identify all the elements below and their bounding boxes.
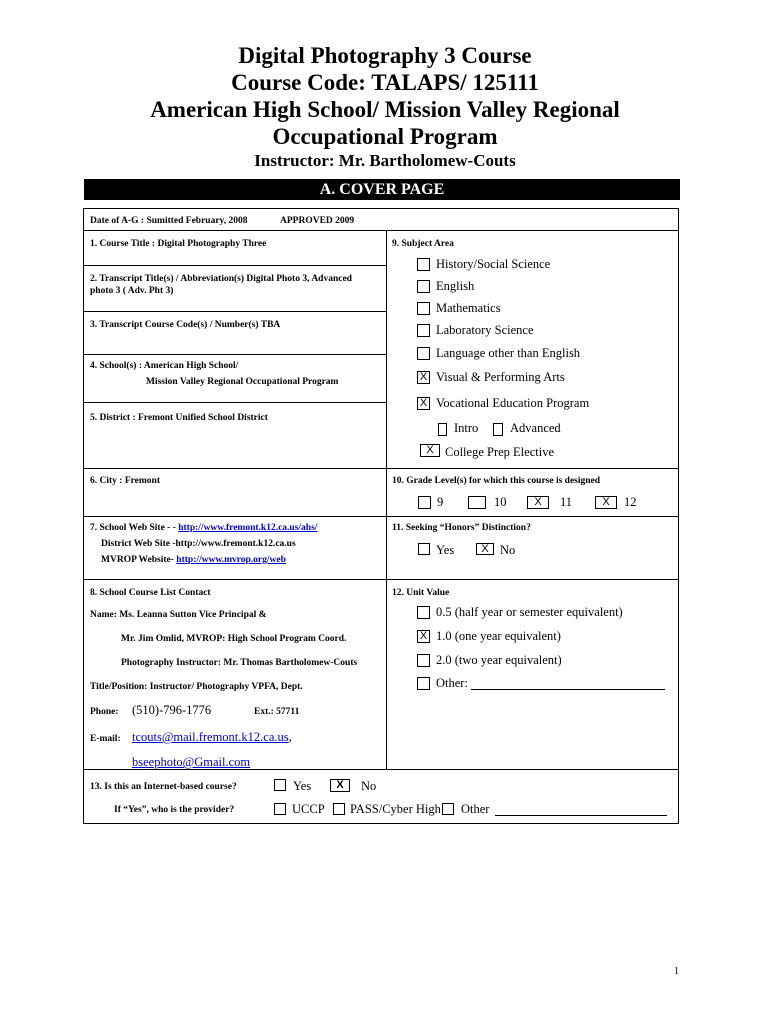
unit-checkbox[interactable]: [417, 654, 430, 667]
unit-checkbox[interactable]: [417, 677, 430, 690]
email-primary: [132, 730, 292, 745]
row-divider: [84, 579, 678, 580]
unit-checkbox[interactable]: X: [417, 630, 430, 643]
intro-checkbox[interactable]: [438, 423, 447, 436]
honors-no-label: No: [500, 543, 516, 557]
provider-uccp-checkbox[interactable]: [274, 803, 286, 815]
row-divider: [84, 230, 678, 231]
row-divider: [84, 516, 678, 517]
row-divider: [84, 354, 386, 355]
column-divider: [386, 230, 387, 769]
page-number: 1: [674, 966, 679, 977]
schools-line-1: 4. School(s) : American High School/: [90, 361, 239, 371]
subject-area-header: 9. Subject Area: [392, 239, 454, 249]
subject-checkbox[interactable]: X: [417, 397, 430, 410]
college-prep-label: College Prep Elective: [445, 445, 554, 459]
subject-label: Visual & Performing Arts: [436, 370, 565, 384]
honors-header: 11. Seeking “Honors” Distinction?: [392, 523, 531, 533]
subject-label: Vocational Education Program: [436, 396, 590, 410]
subject-checkbox[interactable]: [417, 280, 430, 293]
email-label: E-mail:: [90, 734, 121, 744]
unit-label: 2.0 (two year equivalent): [436, 653, 562, 667]
school-web-link[interactable]: http://www.fremont.k12.ca.us/ahs/: [178, 523, 318, 533]
grade-label: 9: [437, 495, 444, 509]
subject-checkbox[interactable]: [417, 258, 430, 271]
other-unit-fill-line[interactable]: [471, 689, 665, 690]
subject-label: Language other than English: [436, 346, 581, 360]
cover-page-banner: A. COVER PAGE: [84, 179, 680, 200]
honors-no-checkbox[interactable]: X: [476, 543, 494, 555]
subject-checkbox[interactable]: [417, 324, 430, 337]
unit-label: Other:: [436, 676, 468, 690]
email-primary-link[interactable]: tcouts@mail.fremont.k12.ca.us: [132, 730, 289, 744]
subject-checkbox[interactable]: X: [417, 371, 430, 384]
unit-value-header: 12. Unit Value: [392, 588, 450, 598]
honors-yes-label: Yes: [436, 543, 455, 557]
grade-checkbox[interactable]: [468, 496, 486, 509]
unit-label: 1.0 (one year equivalent): [436, 629, 561, 643]
contact-line-3: Photography Instructor: Mr. Thomas Bartholomew-Couts: [121, 658, 358, 668]
provider-pass-checkbox[interactable]: [333, 803, 345, 815]
grade-level-header: 10. Grade Level(s) for which this course is designed: [392, 476, 601, 486]
district-web-site: District Web Site -http://www.fremont.k12.ca.us: [101, 539, 296, 549]
subject-label: Mathematics: [436, 301, 501, 315]
internet-yes-label: Yes: [293, 779, 312, 793]
row-divider: [84, 311, 386, 312]
email-primary-suffix: ,: [288, 730, 292, 744]
grade-label: 11: [560, 495, 573, 509]
mvrop-web-site: [101, 554, 286, 566]
district: 5. District : Fremont Unified School District: [90, 413, 268, 423]
date-submitted: Date of A-G : Sumitted February, 2008: [90, 216, 248, 226]
unit-checkbox[interactable]: [417, 606, 430, 619]
phone-number: (510)-796-1776: [132, 703, 212, 717]
date-approved: APPROVED 2009: [280, 216, 355, 226]
email-secondary-link[interactable]: bseephoto@Gmail.com: [132, 755, 251, 769]
intro-label: Intro: [454, 421, 479, 435]
contact-line-2: Mr. Jim Omlid, MVROP: High School Program Coord.: [121, 634, 347, 644]
internet-no-checkbox[interactable]: X: [330, 779, 350, 792]
row-divider: [84, 468, 678, 469]
doc-title-line-1: Digital Photography 3 Course: [238, 43, 532, 68]
school-web-label: 7. School Web Site - -: [90, 523, 179, 533]
city: 6. City : Fremont: [90, 476, 161, 486]
contact-header: 8. School Course List Contact: [90, 588, 211, 598]
subject-label: English: [436, 279, 475, 293]
provider-question: If “Yes”, who is the provider?: [114, 805, 235, 815]
internet-question: 13. Is this an Internet-based course?: [90, 782, 237, 792]
advanced-label: Advanced: [510, 421, 561, 435]
advanced-checkbox[interactable]: [493, 423, 503, 436]
subject-checkbox[interactable]: [417, 347, 430, 360]
internet-no-label: No: [361, 779, 377, 793]
title-position: Title/Position: Instructor/ Photography VPFA, Dept.: [90, 682, 303, 692]
phone-extension: Ext.: 57711: [254, 707, 300, 717]
mvrop-web-link[interactable]: http://www.mvrop.org/web: [176, 555, 286, 565]
phone-label: Phone:: [90, 707, 119, 717]
provider-other-label: Other: [461, 802, 490, 816]
subject-label: Laboratory Science: [436, 323, 534, 337]
transcript-title-line-2: photo 3 ( Adv. Pht 3): [90, 286, 174, 296]
doc-title-line-2: Course Code: TALAPS/ 125111: [231, 70, 539, 95]
subject-label: History/Social Science: [436, 257, 551, 271]
transcript-course-code: 3. Transcript Course Code(s) / Number(s) TBA: [90, 320, 281, 330]
doc-title-line-3: American High School/ Mission Valley Regional: [150, 97, 620, 122]
grade-checkbox[interactable]: X: [527, 496, 549, 509]
honors-yes-checkbox[interactable]: [418, 543, 430, 555]
unit-label: 0.5 (half year or semester equivalent): [436, 605, 623, 619]
row-divider: [84, 402, 386, 403]
transcript-title-line-1: 2. Transcript Title(s) / Abbreviation(s) Digital Photo 3, Advanced: [90, 274, 352, 284]
college-prep-checkbox[interactable]: X: [420, 444, 440, 457]
school-web-site: [90, 522, 317, 534]
doc-title-line-4: Occupational Program: [272, 124, 498, 149]
contact-name: Name: Ms. Leanna Sutton Vice Principal &: [90, 610, 267, 620]
provider-other-checkbox[interactable]: [442, 803, 454, 815]
grade-checkbox[interactable]: [418, 496, 431, 509]
course-title: 1. Course Title : Digital Photography Three: [90, 239, 267, 249]
provider-uccp-label: UCCP: [292, 802, 325, 816]
row-divider: [84, 265, 386, 266]
grade-label: 10: [494, 495, 507, 509]
subject-checkbox[interactable]: [417, 302, 430, 315]
cover-page-form: [83, 208, 679, 824]
internet-yes-checkbox[interactable]: [274, 779, 286, 791]
schools-line-2: Mission Valley Regional Occupational Program: [146, 377, 339, 387]
provider-pass-label: PASS/Cyber High: [350, 802, 441, 816]
instructor-line: Instructor: Mr. Bartholomew-Couts: [254, 151, 516, 170]
mvrop-web-label: MVROP Website-: [101, 555, 177, 565]
grade-checkbox[interactable]: X: [595, 496, 617, 509]
provider-other-fill-line[interactable]: [495, 815, 667, 816]
grade-label: 12: [624, 495, 637, 509]
